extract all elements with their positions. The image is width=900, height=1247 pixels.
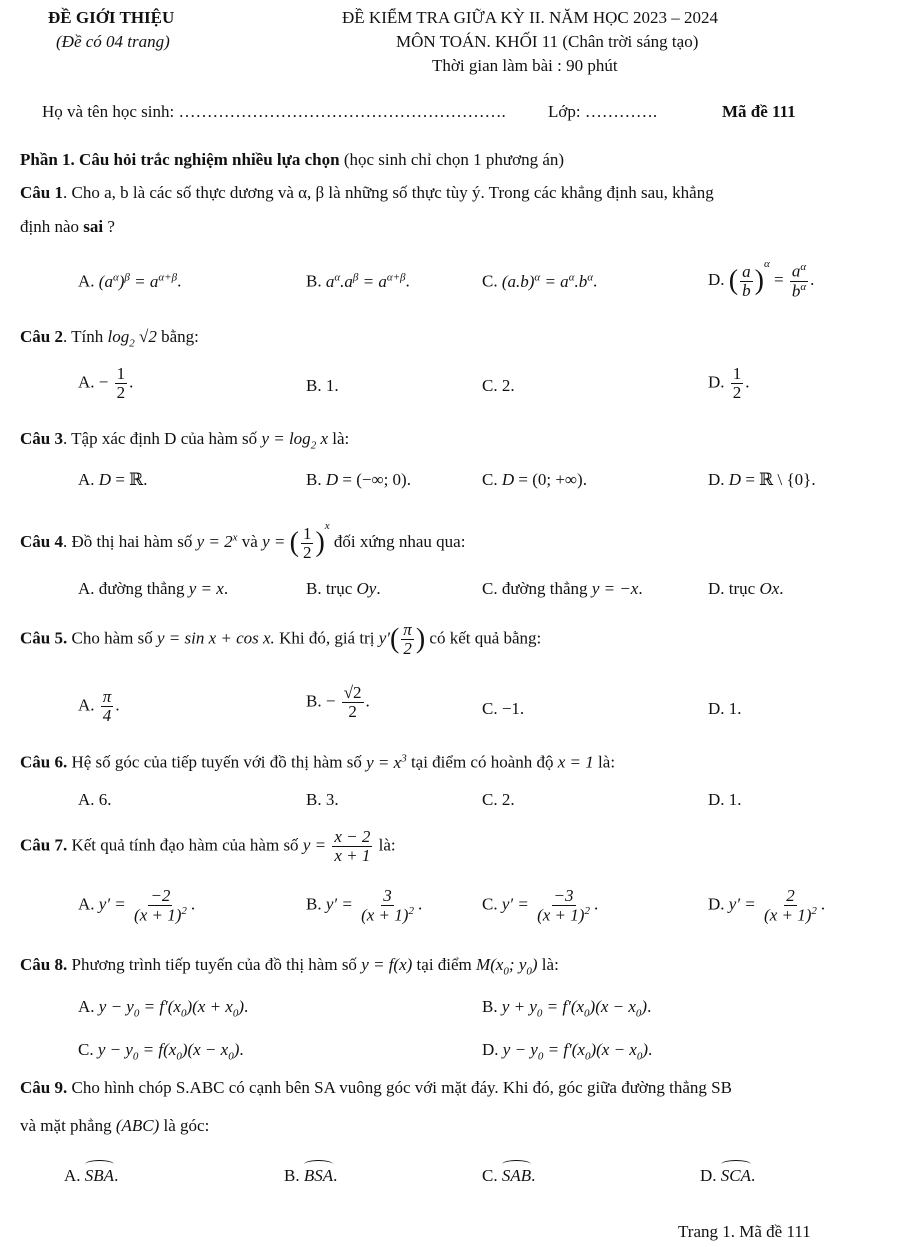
question-7-tail: là: xyxy=(374,835,396,855)
time-limit: Thời gian làm bài : 90 phút xyxy=(432,56,618,75)
question-6-tail: là: xyxy=(593,752,616,772)
question-1-label: Câu 1 xyxy=(20,183,63,202)
question-4-option-d[interactable]: D. trục Ox. xyxy=(708,579,784,598)
question-1-line2 xyxy=(20,217,115,237)
question-5-option-d[interactable]: D. 1. xyxy=(708,699,742,718)
question-2-label: Câu 2 xyxy=(20,327,63,346)
question-6-mid: tại điểm có hoành độ xyxy=(406,752,558,772)
question-5-option-b[interactable]: B. − $\frac{√2}{2}$ . xyxy=(306,683,370,721)
exam-type-label: ĐỀ GIỚI THIỆU xyxy=(48,8,175,27)
question-5-mid: Khi đó, giá trị xyxy=(274,628,379,648)
question-9-option-d[interactable]: D. SCA. xyxy=(700,1162,755,1186)
part1-title: Phần 1. Câu hỏi trắc nghiệm nhiều lựa chọn xyxy=(20,150,340,169)
question-3-option-b[interactable]: B. D = (−∞; 0). xyxy=(306,470,411,489)
question-4-mid: và xyxy=(237,532,263,551)
question-4-option-c[interactable]: C. đường thẳng y = −x. xyxy=(482,579,643,598)
question-9-text2: và mặt phẳng xyxy=(20,1116,116,1135)
question-1-option-b[interactable]: B. $a^\alpha.a^\beta = a^{\alpha+\beta}$. xyxy=(306,271,410,291)
question-3-option-a[interactable]: A. D = ℝ. xyxy=(78,470,148,489)
question-4-option-c-text: C. đường thẳng xyxy=(482,579,592,598)
question-5-tail: có kết quả bằng: xyxy=(425,628,542,648)
question-9-tail: là góc: xyxy=(159,1116,210,1135)
question-2-option-c[interactable]: C. 2. xyxy=(482,376,515,395)
question-9-option-a[interactable]: A. SBA. xyxy=(64,1162,118,1186)
question-1-text2: định nào xyxy=(20,217,84,236)
question-8-option-b[interactable]: B. $y + y_0 = f'(x_0)(x - x_0)$. xyxy=(482,997,652,1020)
question-3: Câu 3. Tập xác định D của hàm số $y = \log_2 x$ là: xyxy=(20,429,350,452)
question-9-option-b[interactable]: B. BSA. xyxy=(284,1162,337,1186)
question-4-option-a-text: A. đường thẳng xyxy=(78,579,189,598)
question-5-text: Cho hàm số xyxy=(67,628,157,648)
question-7-option-b[interactable]: B. y′ = $\frac{3}{(x + 1)^2}$ . xyxy=(306,886,423,925)
exam-code: Mã đề 111 xyxy=(722,102,796,121)
question-6-option-a[interactable]: A. 6. xyxy=(78,790,112,809)
question-4: Câu 4. Đồ thị hai hàm số $y = 2^x$ và y = ( $\frac{1}{2}$ )$^x$ đối xứng nhau qua: xyxy=(20,520,466,562)
question-4-option-d-text: D. trục xyxy=(708,579,760,598)
part1-heading xyxy=(20,150,564,170)
question-7-option-c[interactable]: C. y′ = $\frac{-3}{(x + 1)^2}$ . xyxy=(482,886,599,925)
question-6-text: Hệ số góc của tiếp tuyến với đồ thị hàm số xyxy=(67,752,367,772)
question-5-option-c[interactable]: C. −1. xyxy=(482,699,525,718)
question-7-text: Kết quả tính đạo hàm của hàm số xyxy=(67,835,303,855)
question-1-option-a[interactable]: A. $(a^\alpha)^\beta = a^{\alpha+\beta}$. xyxy=(78,271,182,291)
question-1-tail: ? xyxy=(103,217,115,236)
question-8-text: Phương trình tiếp tuyến của đồ thị hàm số xyxy=(67,955,362,974)
question-6-option-c[interactable]: C. 2. xyxy=(482,790,515,809)
question-2: Câu 2. Tính $\log_2 √2$ bằng: xyxy=(20,327,199,350)
question-9 xyxy=(20,1078,732,1098)
question-6-label: Câu 6. xyxy=(20,752,68,772)
part1-note: (học sinh chỉ chọn 1 phương án) xyxy=(339,150,565,169)
class-field: Lớp: …………. xyxy=(548,102,658,121)
question-8-option-d[interactable]: D. $y - y_0 = f'(x_0)(x - x_0)$. xyxy=(482,1040,653,1063)
question-4-label: Câu 4 xyxy=(20,532,63,551)
question-1-option-d[interactable]: D. ( $\frac{a}{b}$ )$^\alpha$ = $\frac{a^\alpha}{b^\alpha}$ . xyxy=(708,258,815,301)
question-2-option-b[interactable]: B. 1. xyxy=(306,376,339,395)
question-4-text: . Đồ thị hai hàm số xyxy=(62,532,197,551)
question-2-option-d[interactable]: D. $\frac{1}{2}$ . xyxy=(708,364,750,402)
question-8-tail: là: xyxy=(537,955,559,974)
question-7-option-d[interactable]: D. y′ = $\frac{2}{(x + 1)^2}$ . xyxy=(708,886,826,925)
question-4-option-b[interactable]: B. trục Oy. xyxy=(306,579,381,598)
question-4-tail: đối xứng nhau qua: xyxy=(329,532,466,551)
question-9-label: Câu 9. xyxy=(20,1078,68,1097)
question-9-text: Cho hình chóp S.ABC có cạnh bên SA vuông góc với mặt đáy. Khi đó, góc giữa đường thẳng SB xyxy=(67,1078,732,1097)
question-8-option-a[interactable]: A. $y - y_0 = f'(x_0)(x + x_0)$. xyxy=(78,997,249,1020)
question-3-option-d[interactable]: D. D = ℝ \ {0}. xyxy=(708,470,816,489)
question-3-option-c[interactable]: C. D = (0; +∞). xyxy=(482,470,587,489)
question-1-text: . Cho a, b là các số thực dương và α, β là những số thực tùy ý. Trong các khẳng định sau, khẳng xyxy=(62,183,714,202)
question-5-option-a[interactable]: A. $\frac{\pi}{4}$ . xyxy=(78,687,120,725)
question-3-label: Câu 3 xyxy=(20,429,63,448)
question-5: Câu 5. Cho hàm số y = sin x + cos x. Khi đó, giá trị y′( $\frac{\pi}{2}$ ) có kết quả bằng: xyxy=(20,620,542,658)
question-8-mid: tại điểm xyxy=(412,955,477,974)
question-1-emphasis: sai xyxy=(83,217,104,236)
question-1-option-c[interactable]: C. $(a.b)^\alpha = a^\alpha.b^\alpha$. xyxy=(482,271,598,291)
question-1 xyxy=(20,183,714,203)
question-9-option-c[interactable]: C. SAB. xyxy=(482,1162,535,1186)
question-7-label: Câu 7. xyxy=(20,835,68,855)
subject-line: MÔN TOÁN. KHỐI 11 (Chân trời sáng tạo) xyxy=(396,32,699,51)
question-6-option-b[interactable]: B. 3. xyxy=(306,790,339,809)
question-4-option-b-text: B. trục xyxy=(306,579,357,598)
question-6: Câu 6. Hệ số góc của tiếp tuyến với đồ thị hàm số $y = x^3$ tại điểm có hoành độ x = 1 là: xyxy=(20,752,616,772)
question-2-option-a[interactable]: A. − $\frac{1}{2}$ . xyxy=(78,364,134,402)
question-9-line2: và mặt phẳng (ABC) là góc: xyxy=(20,1116,210,1135)
page-count-note: (Đề có 04 trang) xyxy=(56,32,170,51)
student-name-field: Họ và tên học sinh: …………………………………………………. xyxy=(42,102,506,121)
exam-title: ĐỀ KIỂM TRA GIỮA KỲ II. NĂM HỌC 2023 – 2024 xyxy=(342,8,719,27)
question-3-text: . Tập xác định D của hàm số xyxy=(62,429,262,448)
question-6-option-d[interactable]: D. 1. xyxy=(708,790,742,809)
question-5-label: Câu 5. xyxy=(20,628,68,648)
question-3-tail: là: xyxy=(327,429,350,448)
question-4-option-a[interactable]: A. đường thẳng y = x. xyxy=(78,579,229,598)
question-2-tail: bằng: xyxy=(156,327,199,346)
question-7-option-a[interactable]: A. y′ = $\frac{-2}{(x + 1)^2}$ . xyxy=(78,886,196,925)
question-2-text: . Tính xyxy=(62,327,108,346)
question-7: Câu 7. Kết quả tính đạo hàm của hàm số y = $\frac{x - 2}{x + 1}$ là: xyxy=(20,827,396,865)
question-8: Câu 8. Phương trình tiếp tuyến của đồ thị hàm số y = f(x) tại điểm $M(x_0$; $y_0$) là: xyxy=(20,955,559,978)
page-footer: Trang 1. Mã đề 111 xyxy=(678,1222,811,1241)
question-8-label: Câu 8. xyxy=(20,955,68,974)
question-8-option-c[interactable]: C. $y - y_0 = f(x_0)(x - x_0)$. xyxy=(78,1040,244,1063)
